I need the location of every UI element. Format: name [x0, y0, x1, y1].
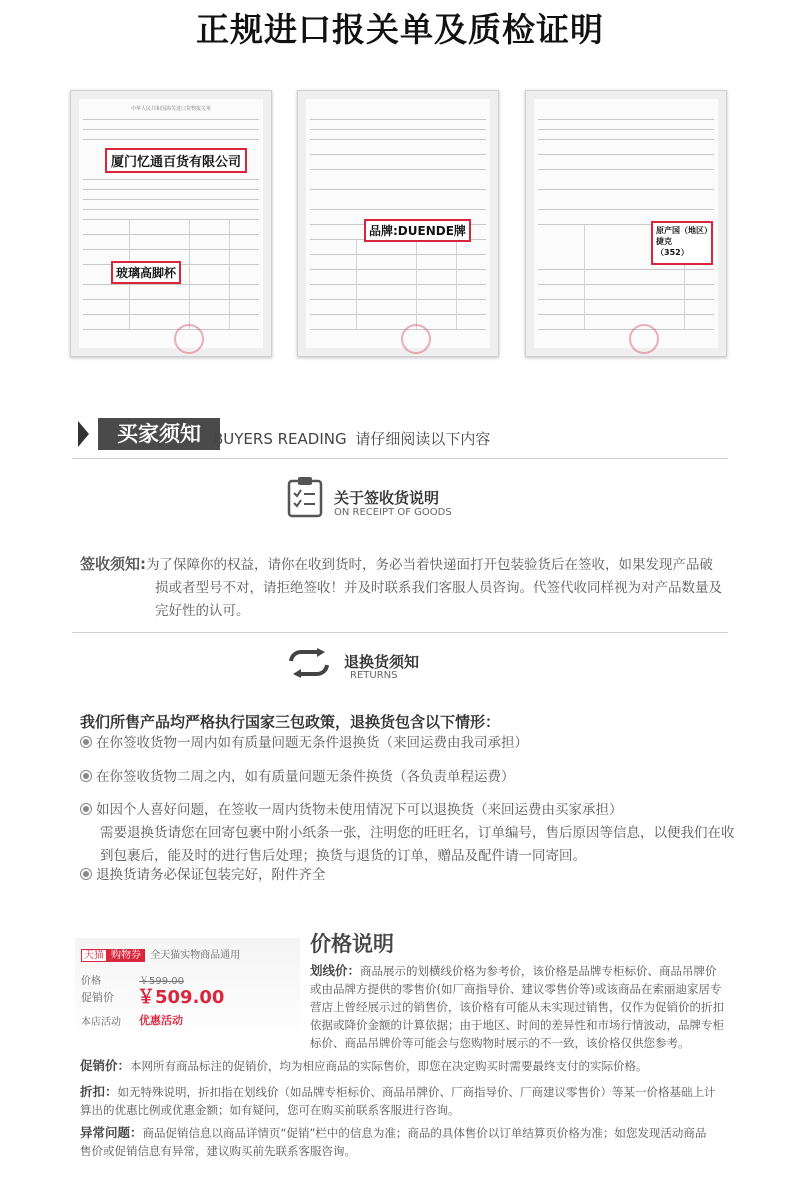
- returns-item-3-line-1: 如因个人喜好问题，在签收一周内货物未使用情况下可以退换货（来回运费由买家承担）: [96, 802, 623, 818]
- buyers-title: 买家须知: [98, 418, 220, 450]
- returns-item-4-text: 退换货请务必保证包装完好，附件齐全: [96, 867, 326, 883]
- origin-code: （352）: [656, 248, 689, 257]
- abnormal-label: 异常问题：: [80, 1125, 143, 1140]
- returns-item-2-text: 在你签收货物二周之内，如有质量问题无条件换货（各负责单程运费）: [96, 769, 515, 785]
- origin-label: 原产国（地区）: [656, 226, 712, 235]
- promo-explain: [80, 1057, 740, 1075]
- returns-item-3-line-3: 到包裹后，能及时的进行售后处理；换货与退货的订单，赠品及配件请一同寄回。: [100, 848, 586, 864]
- coupon-general: 全天猫实物商品通用: [150, 950, 241, 961]
- discount-line-2: 算出的优惠比例或优惠金额；如有疑问，您可在购买前联系客服进行咨询。: [80, 1103, 460, 1117]
- strike-label: 划线价：: [310, 963, 361, 978]
- receipt-notice: [80, 553, 730, 623]
- promo-explain-label: 促销价：: [80, 1058, 131, 1073]
- price-card: [75, 938, 300, 1043]
- original-price: ￥599.00: [139, 976, 184, 987]
- bullet-icon: [80, 868, 92, 880]
- strike-line-2: 或由品牌方提供的零售价(如厂商指导价、建议零售价等)或该商品在索丽迪家居专: [310, 982, 722, 996]
- tmall-badge: 天猫: [81, 949, 107, 962]
- buyers-note: 请仔细阅读以下内容: [355, 430, 491, 448]
- receipt-line-1: 为了保障你的权益，请你在收到货时，务必当着快递面打开包装验货后在签收，如果发现产品破: [146, 557, 713, 573]
- abnormal-explain: [80, 1124, 750, 1160]
- bullet-icon: [80, 770, 92, 782]
- customs-declaration-image-3: [525, 90, 727, 357]
- returns-item-4: [80, 864, 740, 887]
- price-label: 价格: [81, 976, 101, 987]
- returns-item-3-line-2: 需要退换货请您在回寄包裹中附小纸条一张，注明您的旺旺名，订单编号，售后原因等信息，以便我们在收: [100, 825, 735, 841]
- returns-heading: 我们所售产品均严格执行国家三包政策，退换货包含以下情形：: [80, 713, 501, 731]
- section-arrow-icon: [78, 421, 89, 447]
- buyers-subtitle: BUYERS READING: [213, 430, 347, 448]
- activity-label: 本店活动: [81, 1017, 121, 1028]
- receipt-subtitle: ON RECEIPT OF GOODS: [334, 507, 452, 518]
- bullet-icon: [80, 736, 92, 748]
- receipt-line-3: 完好性的认可。: [155, 603, 250, 619]
- doc-title: 中华人民共和国海关进口货物报关单: [130, 106, 211, 112]
- discount-explain: [80, 1083, 750, 1119]
- returns-subtitle: RETURNS: [350, 670, 398, 681]
- strike-line-1: 商品展示的划横线价格为参考价，该价格是品牌专柜标价、商品吊牌价: [360, 964, 717, 978]
- promo-explain-text: 本网所有商品标注的促销价，均为相应商品的实际售价，即您在决定购买时需要最终支付的实际价格。: [130, 1059, 648, 1073]
- returns-item-3: [80, 799, 745, 868]
- page-title: 正规进口报关单及质检证明: [196, 10, 604, 49]
- coupon-badge: 购物券: [107, 949, 145, 962]
- returns-item-1: [80, 732, 740, 755]
- origin-country: 捷克: [656, 237, 672, 246]
- strike-line-4: 依据或降价金额的计算依据；由于地区、时间的差异性和市场行情波动，品牌专柜: [310, 1018, 724, 1032]
- exchange-arrows-icon: [283, 648, 335, 678]
- discount-line-1: 如无特殊说明，折扣指在划线价（如品牌专柜标价、商品吊牌价、厂商指导价、厂商建议零售价）等某一价格基础上计: [117, 1085, 716, 1099]
- receipt-title: 关于签收货说明: [334, 489, 440, 507]
- buyers-subtitle-group: [213, 428, 490, 449]
- company-callout: 厦门忆通百货有限公司: [105, 148, 247, 173]
- promo-label: 促销价: [81, 991, 114, 1004]
- returns-title: 退换货须知: [344, 653, 420, 671]
- customs-declaration-image-1: [70, 90, 272, 357]
- strike-line-3: 营店上曾经展示过的销售价，该价格有可能从未实现过销售，仅作为促销价的折扣: [310, 1000, 724, 1014]
- bullet-icon: [80, 803, 92, 815]
- receipt-label: 签收须知:: [80, 555, 146, 573]
- returns-item-1-text: 在你签收货物一周内如有质量问题无条件退换货（来回运费由我司承担）: [96, 735, 528, 751]
- section-divider: [72, 458, 728, 459]
- abnormal-line-1: 商品促销信息以商品详情页“促销”栏中的信息为准；商品的具体售价以订单结算页价格为准；如您发现活动商品: [142, 1126, 707, 1140]
- returns-item-2: [80, 766, 740, 789]
- brand-callout: 品牌:DUENDE牌: [364, 219, 471, 242]
- discount-label: 折扣：: [80, 1084, 118, 1099]
- strike-line-5: 标价、商品吊牌价等可能会与您购物时展示的不一致，该价格仅供您参考。: [310, 1036, 690, 1050]
- product-callout: 玻璃高脚杯: [111, 261, 181, 284]
- activity-value: 优惠活动: [139, 1014, 183, 1027]
- clipboard-check-icon: [286, 476, 324, 518]
- receipt-line-2: 损或者型号不对，请拒绝签收！并及时联系我们客服人员咨询。代签代收同样视为对产品数量及: [155, 580, 722, 596]
- price-explain-title: 价格说明: [310, 932, 394, 956]
- promo-price: ￥509.00: [137, 987, 225, 1008]
- strike-price-explain: [310, 962, 730, 1052]
- customs-declaration-image-2: [297, 90, 499, 357]
- abnormal-line-2: 售价或促销信息有异常，建议购买前先联系客服咨询。: [80, 1144, 356, 1158]
- origin-callout: [651, 221, 713, 265]
- section-divider: [72, 632, 728, 633]
